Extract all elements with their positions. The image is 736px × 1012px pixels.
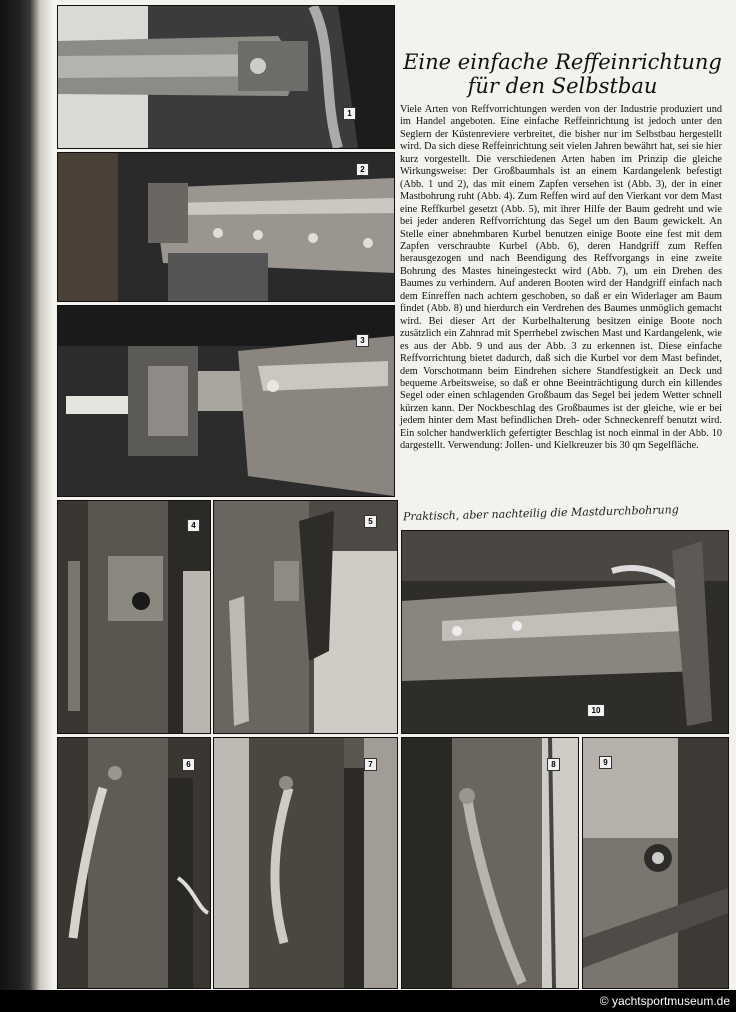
figure-number-3: 3 xyxy=(356,334,369,347)
copyright-credit: © yachtsportmuseum.de xyxy=(599,994,730,1008)
article-title xyxy=(400,50,725,98)
book-binding xyxy=(0,0,52,990)
title-line-1: Eine einfache Reffeinrichtung xyxy=(403,50,722,74)
figure-number-10: 10 xyxy=(587,704,605,717)
handwritten-note: Praktisch, aber nachteilig die Mastdurchbohrung xyxy=(402,503,679,524)
figure-number-8: 8 xyxy=(547,758,560,771)
article-body: Viele Arten von Reffvorrichtungen werden von der Industrie produziert und im Handel angeboten. Eine einfache Reffeinrichtung ist jedoch unter den Seglern der Küstenreviere verbreitet, die bisher nur im Selbstbau hergestellt wird. Da sich diese Reffeinrichtung seit vielen Jahren bewährt hat, sei sie hier kurz vorgestellt. Die verschiedenen Arten haben im Prinzip die gleiche Wirkungsweise: Der Großbaumhals ist an einem Kardangelenk befestigt (Abb. 1 und 2), das mit einem Zapfen versehen ist (Abb. 3), der in einer Mastbohrung ruht (Abb. 4). Zum Reffen wird auf den Vierkant vor dem Mast eine Reffkurbel gesetzt (Abb. 5), mit ihrer Hilfe der Baum gedreht und wie bei jeder anderen Reffvorrichtung das Segel um den Baum gewickelt. An Stelle einer abnehmbaren Kurbel benutzen einige Boote eine fest mit dem Zapfen verschraubte Kurbel (Abb. 6), deren Handgriff zum Reffen herausgezogen und nach Beendigung des Reffvorgangs in eine zweite Bohrung des Mastes hineingesteckt wird (Abb. 7), um ein Drehen des Baumes zu verhindern. Auf anderen Booten wird der Handgriff einfach nach dem Einreffen nach achtern geschoben, so daß er ein Widerlager am Baum findet (Abb. 8) und hierdurch ein Verdrehen des Baumes unmöglich gemacht wird. Bei dieser Art der Kurbelhalterung besitzen einige Boote noch zusätzlich ein Zahnrad mit Sperrhebel zwischen Mast und Kardangelenk, wie es aus der Abb. 9 und aus der Abb. 3 zu erkennen ist. Diese einfache Reffvorrichtung bietet dadurch, daß sich die Kurbel vor dem Mast befindet, dem Vorschotmann beim Eindrehen sichere Standfestigkeit an Deck und bequeme Arbeitsweise, so daß er ohne Beeinträchtigung durch ein killendes Segel oder einen schlagenden Großbaum das Segel bei jedem Wetter schnell kürzen kann. Der Nockbeschlag des Großbaumes ist der gleiche, wie er bei jedem hinter dem Mast befindlichen Dreh- oder Schneckenreff benutzt wird. Ein solcher handwerklich gefertigter Beschlag ist noch einmal in der Abb. 10 dargestellt. Verwendung: Jollen- und Kielkreuzer bis 30 qm Segelfläche. xyxy=(400,104,722,452)
figure-number-7: 7 xyxy=(364,758,377,771)
photo-figure-8 xyxy=(401,737,579,989)
photo-figure-6 xyxy=(57,737,211,989)
photo-figure-7 xyxy=(213,737,398,989)
figure-number-1: 1 xyxy=(343,107,356,120)
figure-number-2: 2 xyxy=(356,163,369,176)
photo-figure-3 xyxy=(57,305,395,497)
photo-figure-1 xyxy=(57,5,395,149)
photo-figure-2 xyxy=(57,152,395,302)
figure-number-9: 9 xyxy=(599,756,612,769)
figure-number-6: 6 xyxy=(182,758,195,771)
photo-figure-9 xyxy=(582,737,729,989)
title-line-2: für den Selbstbau xyxy=(467,74,658,98)
photo-figure-5 xyxy=(213,500,398,734)
photo-figure-4 xyxy=(57,500,211,734)
figure-number-4: 4 xyxy=(187,519,200,532)
photo-figure-10 xyxy=(401,530,729,734)
figure-number-5: 5 xyxy=(364,515,377,528)
